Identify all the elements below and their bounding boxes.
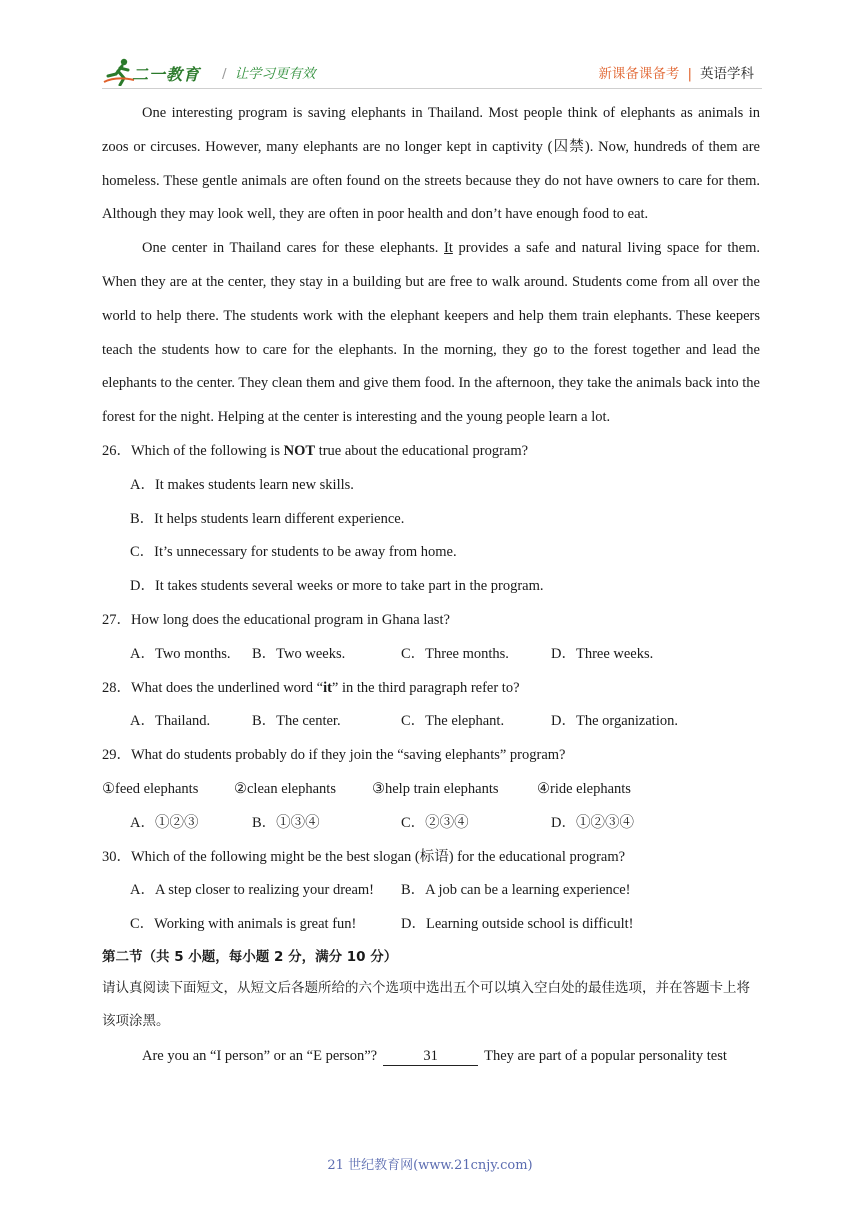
stem-text: true about the educational program? [315, 442, 529, 459]
page-header [102, 56, 762, 86]
logo [102, 56, 214, 86]
question-29-options [102, 807, 760, 841]
stem-text: ” in the third paragraph refer to? [331, 679, 520, 696]
question-27-options [102, 638, 760, 672]
option-28-d: D．The organization. [551, 713, 678, 730]
stem-emphasis: NOT [283, 442, 316, 459]
item-29-2: ②clean elephants [234, 780, 336, 797]
option-29-c: C．②③④ [401, 814, 469, 831]
option-26-a: A．It makes students learn new skills. [130, 476, 354, 493]
logo-text: 二一教育 [132, 65, 201, 84]
item-29-4: ④ride elephants [537, 780, 631, 797]
option-30-b: B．A job can be a learning experience! [401, 882, 631, 899]
question-30-stem: 30．Which of the following might be the best slogan (标语) for the educational program? [102, 848, 626, 865]
question-27-stem: 27．How long does the educational program in Ghana last? [102, 611, 450, 628]
option-30-a: A．A step closer to realizing your dream! [130, 882, 375, 899]
running-man-icon [102, 56, 136, 86]
option-30-c: C．Working with animals is great fun! [130, 916, 357, 933]
stem-text: 26．Which of the following is [102, 442, 284, 459]
paragraph-text: One center in Thailand cares for these elephants. [142, 240, 445, 257]
option-27-d: D．Three weeks. [551, 645, 654, 662]
question-28-options [102, 705, 760, 739]
option-26-c: C．It’s unnecessary for students to be away from home. [130, 544, 457, 561]
stem-emphasis: it [323, 679, 332, 696]
passage-paragraph-1: One interesting program is saving elephants in Thailand. Most people think of elephants as animals in zoos or circuses. However, many elephants are no longer kept in captivity (囚禁). Now, hundreds of them are homeless. These gentle animals are often found on the streets because they do not have owners to care for them. Although they may look well, they are often in poor health and don’t have enough food to eat. [102, 105, 760, 223]
header-course: 新课备课备考 [598, 66, 680, 82]
header-subject [598, 62, 754, 82]
blank-31: 31 [383, 1047, 478, 1066]
question-26-stem [102, 435, 760, 469]
option-27-b: B．Two weeks. [252, 645, 346, 662]
option-29-a: A．①②③ [130, 814, 199, 831]
option-29-d: D．①②③④ [551, 814, 634, 831]
section-2-intro [102, 1040, 760, 1074]
option-29-b: B．①③④ [252, 814, 320, 831]
slogan-text: 让学习更有效 [234, 66, 316, 82]
question-29-items [102, 773, 760, 807]
slogan-separator: / [222, 66, 227, 82]
option-28-b: B．The center. [252, 713, 341, 730]
option-30-d: D．Learning outside school is difficult! [401, 916, 634, 933]
header-divider: | [687, 66, 692, 82]
question-29-stem: 29．What do students probably do if they join the “saving elephants” program? [102, 747, 566, 764]
option-27-a: A．Two months. [130, 645, 231, 662]
intro-text: They are part of a popular personality test [484, 1047, 727, 1064]
page-footer: 21 世纪教育网(www.21cnjy.com) [327, 1158, 533, 1173]
option-26-b: B．It helps students learn different experience. [130, 510, 405, 527]
question-30-options-row2 [102, 908, 760, 942]
header-slogan [222, 62, 316, 82]
header-subject-name: 英语学科 [700, 66, 754, 82]
option-28-a: A．Thailand. [130, 713, 211, 730]
passage-paragraph-2 [102, 232, 760, 435]
question-30-options-row1 [102, 874, 760, 908]
section-2-instruction: 请认真阅读下面短文，从短文后各题所给的六个选项中选出五个可以填入空白处的最佳选项，并在答题卡上将该项涂黑。 [102, 979, 750, 1029]
option-26-d: D．It takes students several weeks or more to take part in the program. [130, 578, 544, 595]
underlined-word: It [444, 240, 453, 257]
document-body [102, 97, 760, 1074]
option-27-c: C．Three months. [401, 645, 509, 662]
intro-text: Are you an “I person” or an “E person”? [142, 1047, 378, 1064]
option-28-c: C．The elephant. [401, 713, 505, 730]
question-28-stem [102, 672, 760, 706]
item-29-3: ③help train elephants [372, 780, 499, 797]
paragraph-text: provides a safe and natural living space for them. When they are at the center, they stay in a building but are free to walk around. Students come from all over the world to help there. The students work with the elephant keepers and help them train elephants. These keepers teach the students how to care for the elephants. In the morning, they go to the forest together and lead the elephants to the center. They clean them and give them food. In the afternoon, they take the animals back into the forest for the night. Helping at the center is interesting and the young people learn a lot. [102, 240, 760, 426]
stem-text: 28．What does the underlined word “ [102, 679, 324, 696]
header-rule [102, 88, 762, 89]
item-29-1: ①feed elephants [102, 780, 199, 797]
section-2-title: 第二节（共 5 小题，每小题 2 分，满分 10 分） [102, 948, 398, 965]
